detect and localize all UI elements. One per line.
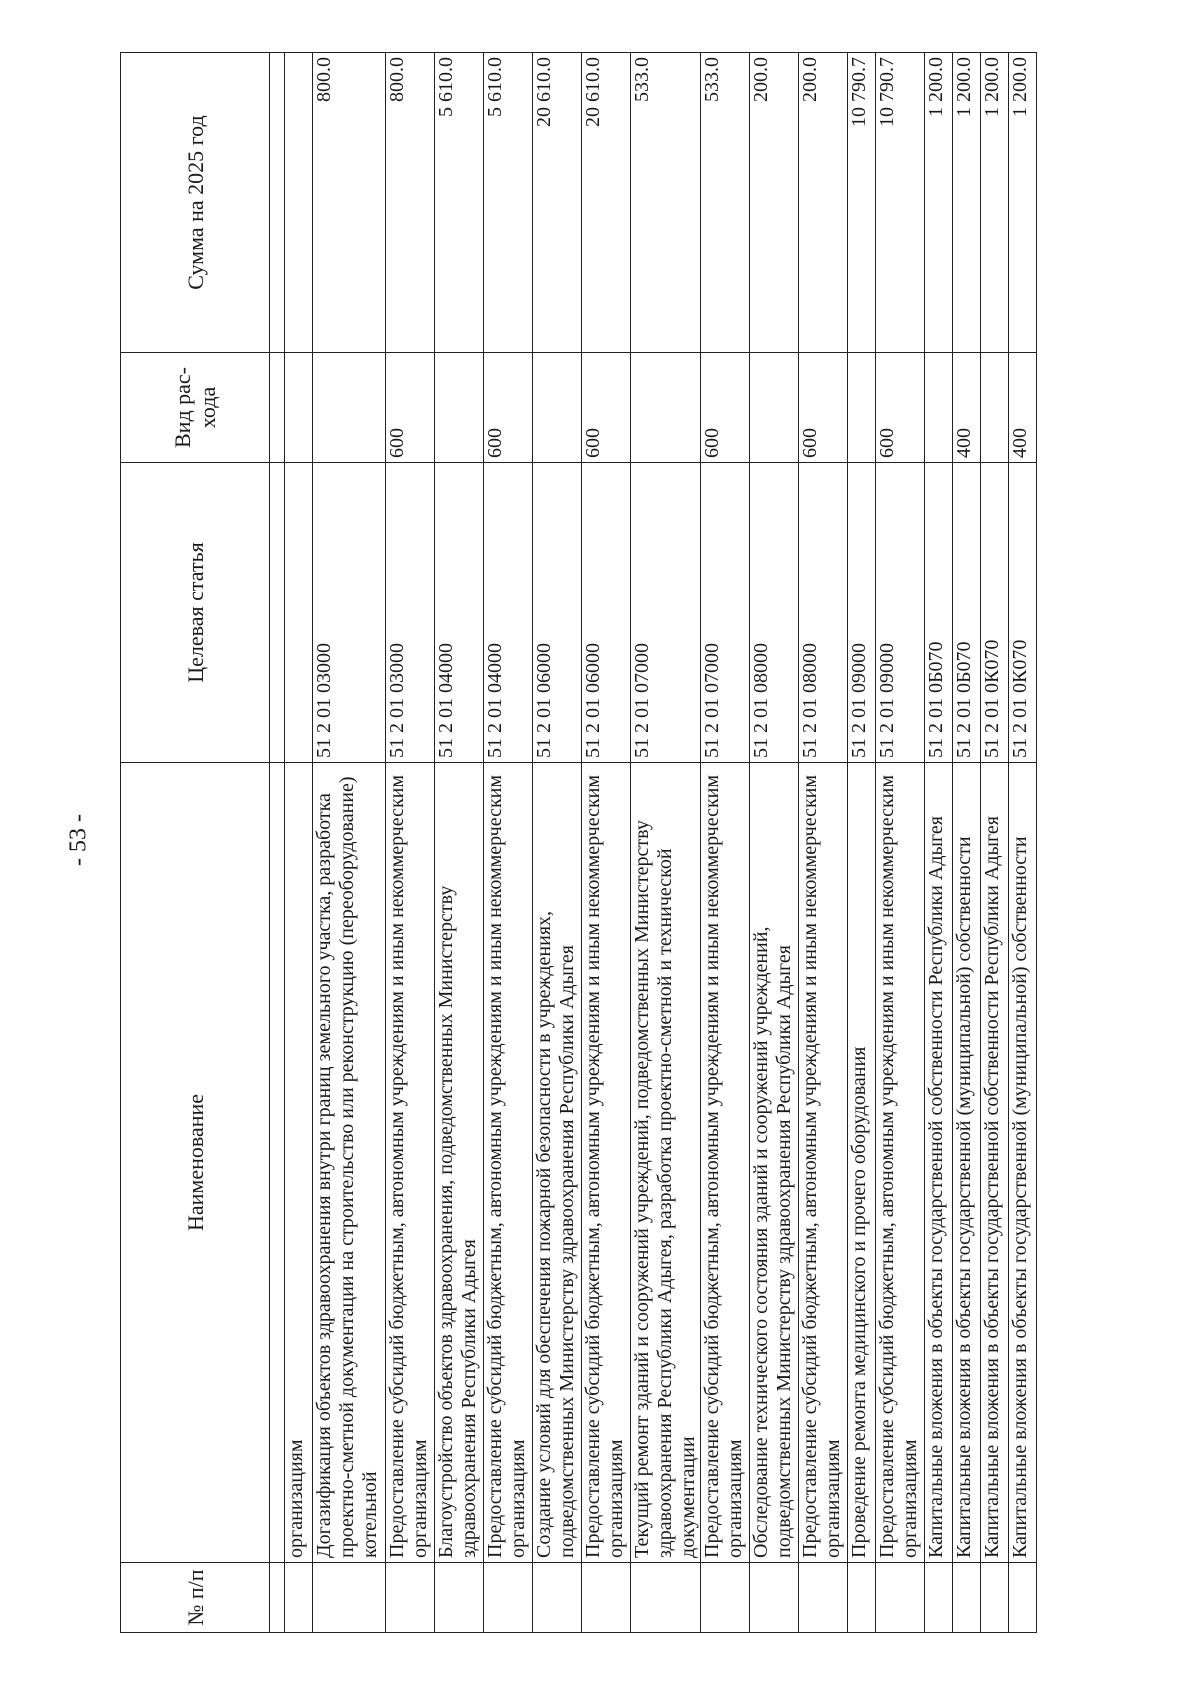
cell-kind: 400	[1009, 353, 1037, 463]
cell-kind: 600	[799, 353, 848, 463]
cell-num	[953, 1563, 981, 1633]
table-row	[313, 53, 386, 1633]
cell-code: 51 2 01 08000	[750, 463, 799, 763]
cell-sum: 1 200.0	[953, 53, 981, 353]
cell-num	[386, 1563, 435, 1633]
table-row	[981, 53, 1009, 1633]
cell-sum: 1 200.0	[925, 53, 953, 353]
cell-name: Предоставление субсидий бюджетным, автономным учреждениям и иным некоммерческим организациям	[701, 763, 750, 1563]
cell-num	[750, 1563, 799, 1633]
table-row	[533, 53, 582, 1633]
cell-name: Капитальные вложения в объекты государственной (муниципальной) собственности	[953, 763, 981, 1563]
page-number: - 53 -	[65, 814, 92, 866]
cell-num	[701, 1563, 750, 1633]
cell-name: Обследование технического состояния зданий и сооружений учреждений, подведомственных Министерству здравоохранения Республики Адыгея	[750, 763, 799, 1563]
cell-name: Предоставление субсидий бюджетным, автономным учреждениям и иным некоммерческим организациям	[582, 763, 631, 1563]
table-row	[953, 53, 981, 1633]
cell-code: 51 2 01 0Б070	[953, 463, 981, 763]
cell-name: Благоустройство объектов здравоохранения, подведомственных Министерству здравоохранения Республики Адыгея	[435, 763, 484, 1563]
cell-sum: 533.0	[701, 53, 750, 353]
cell-name: Капитальные вложения в объекты государственной собственности Республики Адыгея	[925, 763, 953, 1563]
table-row	[750, 53, 799, 1633]
header-num: № п/п	[121, 1563, 270, 1633]
budget-table	[120, 52, 1037, 1633]
cell-name: организациям	[285, 763, 313, 1563]
cell-name: Предоставление субсидий бюджетным, автономным учреждениям и иным некоммерческим организациям	[484, 763, 533, 1563]
table-row	[582, 53, 631, 1633]
cell-name: Проведение ремонта медицинского и прочего оборудования	[848, 763, 876, 1563]
table-row	[1009, 53, 1037, 1633]
cell-num	[1009, 1563, 1037, 1633]
cell-num	[313, 1563, 386, 1633]
cell-code: 51 2 01 03000	[313, 463, 386, 763]
header-row	[121, 53, 270, 1633]
cell-num	[533, 1563, 582, 1633]
cell-num	[582, 1563, 631, 1633]
cell-kind	[631, 353, 701, 463]
cell-kind	[435, 353, 484, 463]
cell-num	[631, 1563, 701, 1633]
header-sum: Сумма на 2025 год	[121, 53, 270, 353]
cell-kind: 600	[484, 353, 533, 463]
cell-code: 51 2 01 09000	[876, 463, 925, 763]
cell-code	[285, 463, 313, 763]
cell-kind	[981, 353, 1009, 463]
cell-num	[981, 1563, 1009, 1633]
cell-sum: 20 610.0	[533, 53, 582, 353]
cell-name: Предоставление субсидий бюджетным, автономным учреждениям и иным некоммерческим организациям	[386, 763, 435, 1563]
cell-sum	[285, 53, 313, 353]
table-row	[270, 53, 285, 1633]
cell-kind	[533, 353, 582, 463]
cell-code: 51 2 01 04000	[484, 463, 533, 763]
cell-name: Догазификация объектов здравоохранения внутри границ земельного участка, разработка проектно-сметной документации на строительство или реконструкцию (переоборудование) котельной	[313, 763, 386, 1563]
cell-num	[484, 1563, 533, 1633]
cell-sum: 533.0	[631, 53, 701, 353]
table-row	[848, 53, 876, 1633]
table-row	[799, 53, 848, 1633]
cell-name: Предоставление субсидий бюджетным, автономным учреждениям и иным некоммерческим организациям	[876, 763, 925, 1563]
header-kind: Вид рас- хода	[121, 353, 270, 463]
cell-code: 51 2 01 08000	[799, 463, 848, 763]
cell-code: 51 2 01 06000	[582, 463, 631, 763]
cell-kind: 600	[582, 353, 631, 463]
table-row	[386, 53, 435, 1633]
cell-sum: 5 610.0	[435, 53, 484, 353]
cell-code: 51 2 01 0К070	[1009, 463, 1037, 763]
cell-code: 51 2 01 07000	[701, 463, 750, 763]
cell-kind	[313, 353, 386, 463]
cell-code: 51 2 01 07000	[631, 463, 701, 763]
cell-sum: 800.0	[386, 53, 435, 353]
cell-name: Текущий ремонт зданий и сооружений учреждений, подведомственных Министерству здравоохранения Республики Адыгея, разработка проектно-сметной и технической документации	[631, 763, 701, 1563]
cell-code: 51 2 01 06000	[533, 463, 582, 763]
cell-name	[270, 763, 285, 1563]
table-row	[285, 53, 313, 1633]
cell-sum	[270, 53, 285, 353]
cell-num	[435, 1563, 484, 1633]
cell-sum: 1 200.0	[1009, 53, 1037, 353]
cell-kind: 400	[953, 353, 981, 463]
cell-sum: 10 790.7	[848, 53, 876, 353]
cell-kind	[750, 353, 799, 463]
cell-name: Капитальные вложения в объекты государственной (муниципальной) собственности	[1009, 763, 1037, 1563]
cell-name: Предоставление субсидий бюджетным, автономным учреждениям и иным некоммерческим организациям	[799, 763, 848, 1563]
rotated-table-wrapper	[120, 53, 1031, 1633]
cell-code: 51 2 01 0Б070	[925, 463, 953, 763]
cell-num	[285, 1563, 313, 1633]
header-name: Наименование	[121, 763, 270, 1563]
cell-sum: 20 610.0	[582, 53, 631, 353]
cell-sum: 200.0	[799, 53, 848, 353]
cell-num	[270, 1563, 285, 1633]
cell-name: Капитальные вложения в объекты государственной собственности Республики Адыгея	[981, 763, 1009, 1563]
cell-code: 51 2 01 09000	[848, 463, 876, 763]
cell-sum: 10 790.7	[876, 53, 925, 353]
cell-code: 51 2 01 04000	[435, 463, 484, 763]
cell-kind	[925, 353, 953, 463]
cell-sum: 800.0	[313, 53, 386, 353]
table-row	[876, 53, 925, 1633]
cell-kind: 600	[701, 353, 750, 463]
cell-num	[925, 1563, 953, 1633]
table-row	[925, 53, 953, 1633]
cell-name: Создание условий для обеспечения пожарной безопасности в учреждениях, подведомственных Министерству здравоохранения Республики Адыгея	[533, 763, 582, 1563]
cell-kind: 600	[386, 353, 435, 463]
header-code: Целевая статья	[121, 463, 270, 763]
cell-kind	[848, 353, 876, 463]
cell-sum: 1 200.0	[981, 53, 1009, 353]
cell-code: 51 2 01 0К070	[981, 463, 1009, 763]
cell-num	[848, 1563, 876, 1633]
cell-num	[876, 1563, 925, 1633]
cell-kind: 600	[876, 353, 925, 463]
table-row	[631, 53, 701, 1633]
cell-num	[799, 1563, 848, 1633]
cell-sum: 200.0	[750, 53, 799, 353]
cell-sum: 5 610.0	[484, 53, 533, 353]
cell-kind	[285, 353, 313, 463]
table-row	[435, 53, 484, 1633]
cell-kind	[270, 353, 285, 463]
cell-code	[270, 463, 285, 763]
cell-code: 51 2 01 03000	[386, 463, 435, 763]
table-row	[701, 53, 750, 1633]
table-row	[484, 53, 533, 1633]
